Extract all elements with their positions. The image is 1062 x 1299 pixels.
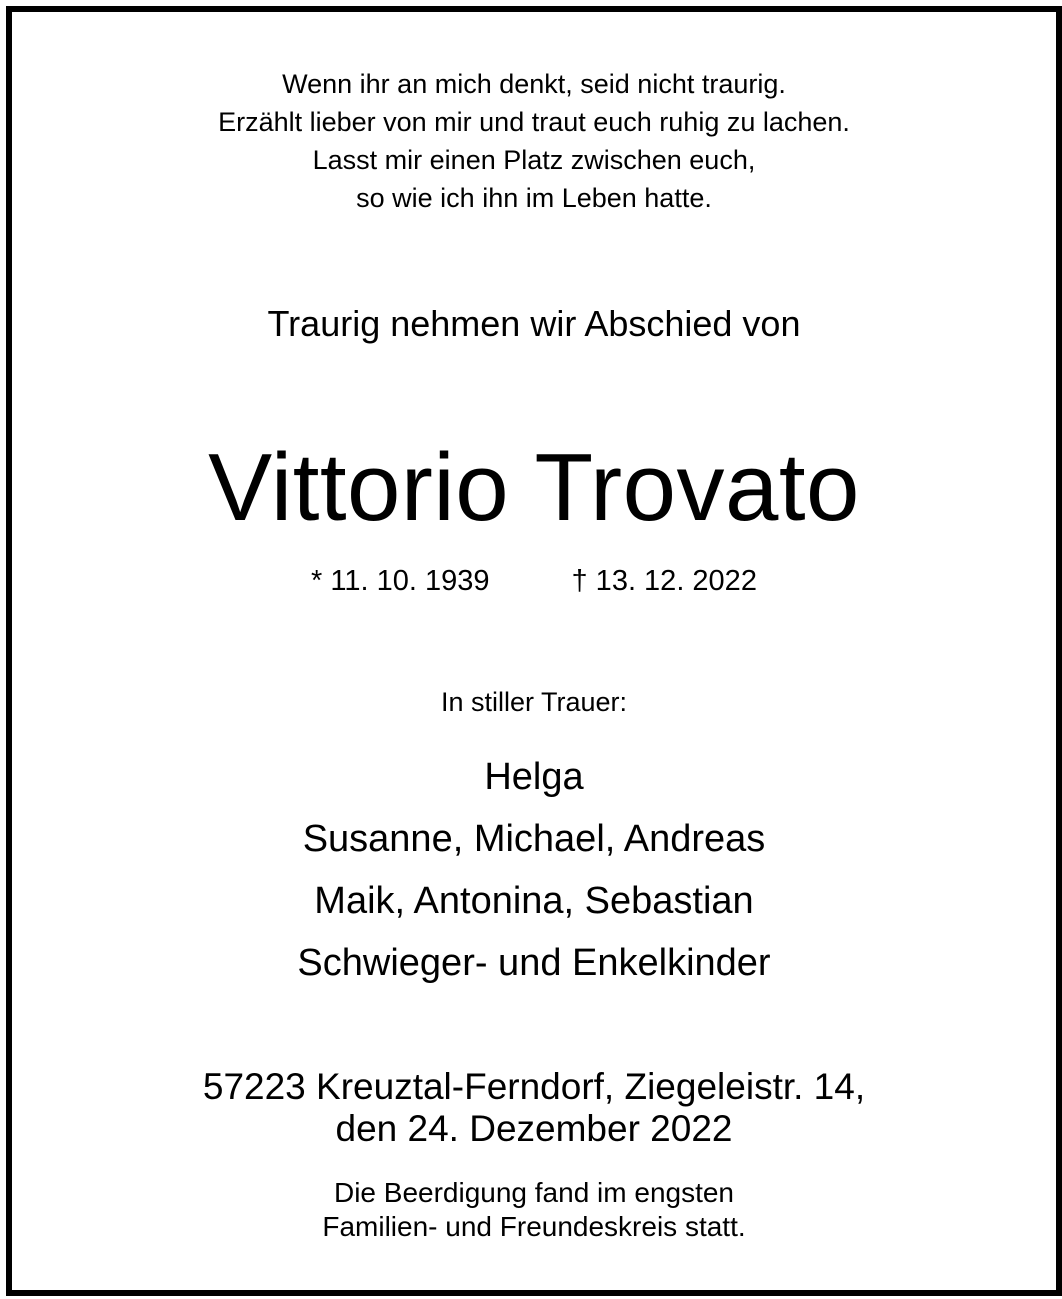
family-line: Susanne, Michael, Andreas [302,818,766,860]
birth-date: * 11. 10. 1939 [311,565,490,597]
poem-line: Wenn ihr an mich denkt, seid nicht traurig. [282,69,786,99]
mourning-label: In stiller Trauer: [440,687,628,717]
family-line: Helga [484,756,584,798]
poem-line: Lasst mir einen Platz zwischen euch, [312,145,756,175]
poem-line: Erzählt lieber von mir und traut euch ruhig zu lachen. [218,107,850,137]
deceased-name: Vittorio Trovato [208,434,860,541]
poem-line: so wie ich ihn im Leben hatte. [356,183,712,213]
death-date: † 13. 12. 2022 [571,565,757,597]
funeral-note [12,1176,1056,1244]
family-list [12,746,1056,994]
life-dates [12,560,1056,602]
funeral-note-line: Familien- und Freundeskreis statt. [322,1211,746,1242]
address-block [12,1066,1056,1150]
address-date: den 24. Dezember 2022 [335,1108,733,1149]
family-line: Maik, Antonina, Sebastian [314,880,754,922]
family-line: Schwieger- und Enkelkinder [297,942,771,984]
address-line: 57223 Kreuztal-Ferndorf, Ziegeleistr. 14, [202,1066,866,1107]
intro-text: Traurig nehmen wir Abschied von [267,303,801,344]
obituary-card [6,6,1062,1296]
poem-block [12,65,1056,217]
funeral-note-line: Die Beerdigung fand im engsten [333,1177,735,1208]
